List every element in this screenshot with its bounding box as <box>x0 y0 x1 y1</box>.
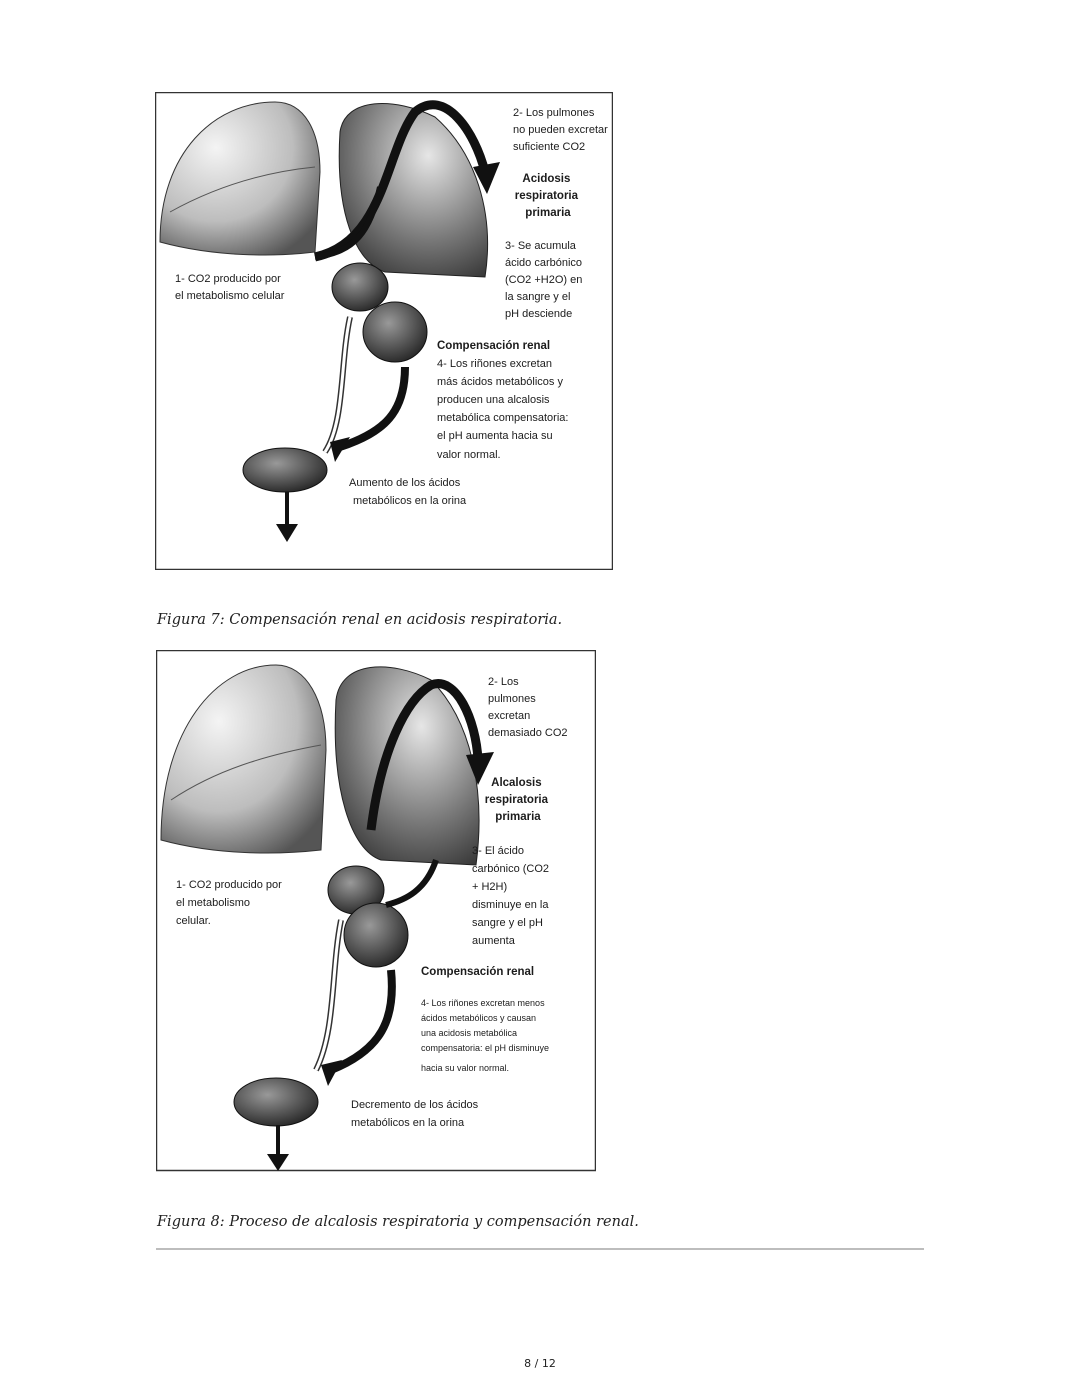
fig7-step3-text: 3- Se acumula ácido carbónico (CO2 +H2O) en la sangre y el pH desciende <box>505 240 583 320</box>
fig8-step3-text: 3- El ácido carbónico (CO2 + H2H) disminuye en la sangre y el pH aumenta <box>472 845 550 947</box>
fig8-comp-title: Compensación renal <box>421 966 535 978</box>
fig7-step4-text: 4- Los riñones excretan más ácidos metabólicos y producen una alcalosis metabólica compensatoria: el pH aumenta hacia su valor normal. <box>437 358 569 461</box>
figure-7-caption: Figura 7: Compensación renal en acidosis respiratoria. <box>157 612 563 628</box>
page-number: 8 / 12 <box>524 1357 556 1370</box>
figure-7-image <box>155 92 613 570</box>
fig7-bottom-text: Aumento de los ácidos metabólicos en la orina <box>349 477 467 507</box>
fig7-title: Acidosis respiratoria primaria <box>514 173 579 219</box>
fig8-step4-text: 4- Los riñones excretan menos ácidos metabólicos y causan una acidosis metabólica compensatoria: el pH disminuye hacia su valor normal. <box>421 998 550 1073</box>
fig8-step2-text: 2- Los pulmones excretan demasiado CO2 <box>488 676 568 739</box>
fig7-comp-title: Compensación renal <box>437 340 551 352</box>
figure-8-caption: Figura 8: Proceso de alcalosis respiratoria y compensación renal. <box>157 1214 639 1230</box>
footer-divider <box>156 1248 924 1250</box>
fig7-step1-text: 1- CO2 producido por el metabolismo celular <box>175 273 285 302</box>
fig8-title: Alcalosis respiratoria primaria <box>484 777 549 823</box>
fig8-step1-text: 1- CO2 producido por el metabolismo celular. <box>176 879 282 927</box>
figure-8-image <box>156 650 596 1172</box>
fig8-bottom-text: Decremento de los ácidos metabólicos en la orina <box>351 1099 479 1129</box>
fig7-step2-text: 2- Los pulmones no pueden excretar suficiente CO2 <box>513 107 608 153</box>
